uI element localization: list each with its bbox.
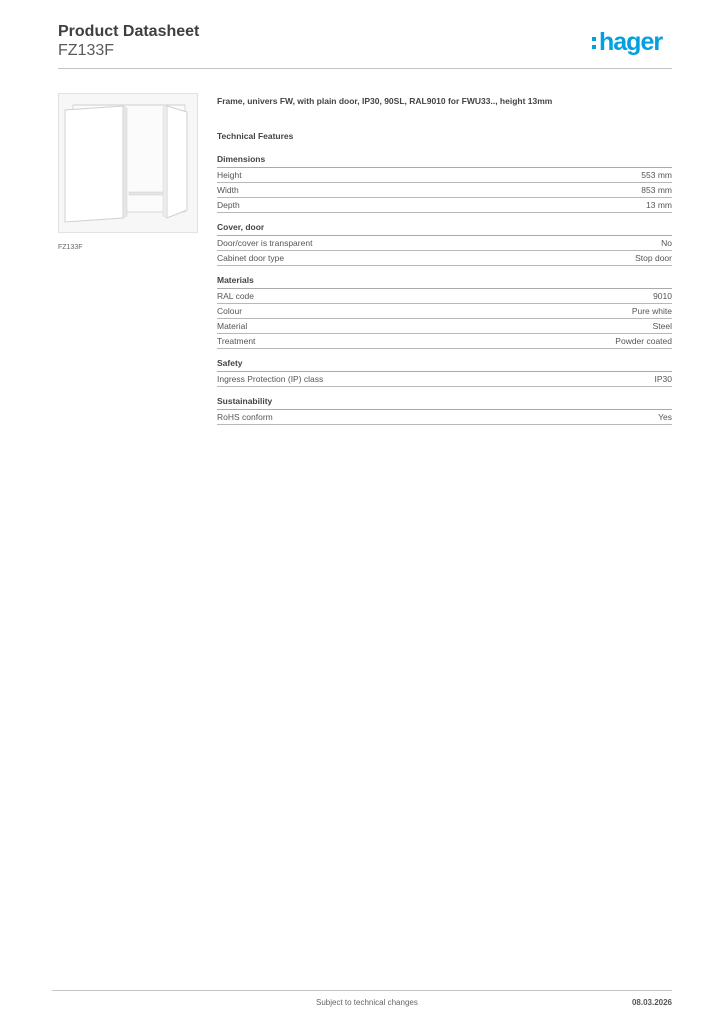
- spec-row: [217, 168, 672, 183]
- spec-row: [217, 183, 672, 198]
- spec-label: Height: [217, 170, 242, 180]
- spec-value: Steel: [652, 321, 672, 331]
- group-title: Materials: [217, 274, 672, 289]
- product-description: Frame, univers FW, with plain door, IP30, 90SL, RAL9010 for FWU33.., height 13mm: [217, 96, 553, 106]
- spec-label: Door/cover is transparent: [217, 238, 313, 248]
- spec-value: 853 mm: [641, 185, 672, 195]
- spec-label: Treatment: [217, 336, 256, 346]
- spec-row: [217, 251, 672, 266]
- spec-label: Width: [217, 185, 239, 195]
- spec-value: Pure white: [631, 306, 672, 316]
- group-title: Cover, door: [217, 221, 672, 236]
- spec-label: Ingress Protection (IP) class: [217, 374, 324, 384]
- product-code: FZ133F: [58, 42, 115, 59]
- group-title: Sustainability: [217, 395, 672, 410]
- spec-row: [217, 236, 672, 251]
- spec-row: [217, 289, 672, 304]
- spec-label: RAL code: [217, 291, 255, 301]
- spec-row: [217, 304, 672, 319]
- spec-row: [217, 319, 672, 334]
- spec-value: Stop door: [635, 253, 672, 263]
- spec-value: Yes: [658, 412, 672, 422]
- footer-note: Subject to technical changes: [316, 998, 418, 1007]
- spec-value: 9010: [653, 291, 672, 301]
- feature-groups: [217, 153, 672, 425]
- cabinet-frame-illustration: [59, 94, 197, 232]
- feature-group: [217, 274, 672, 349]
- spec-value: 553 mm: [641, 170, 672, 180]
- image-caption: FZ133F: [58, 244, 83, 251]
- spec-label: RoHS conform: [217, 412, 273, 422]
- footer-divider: [52, 990, 672, 991]
- spec-value: IP30: [654, 374, 672, 384]
- spec-row: [217, 372, 672, 387]
- page-header: [58, 22, 199, 60]
- footer-date: 08.03.2026: [631, 998, 672, 1007]
- header-divider: [58, 68, 672, 69]
- feature-group: [217, 153, 672, 213]
- feature-group: [217, 357, 672, 387]
- datasheet-content: [217, 95, 672, 433]
- feature-group: [217, 395, 672, 425]
- logo-dots-icon: [592, 37, 597, 53]
- group-title: Dimensions: [217, 153, 672, 168]
- spec-row: [217, 334, 672, 349]
- spec-label: Cabinet door type: [217, 253, 285, 263]
- technical-features-title: Technical Features: [217, 131, 294, 141]
- spec-value: No: [661, 238, 672, 248]
- document-title: Product Datasheet: [58, 23, 200, 40]
- spec-value: Powder coated: [615, 336, 672, 346]
- logo-text: hager: [599, 28, 663, 56]
- spec-value: 13 mm: [646, 200, 672, 210]
- feature-group: [217, 221, 672, 266]
- spec-row: [217, 198, 672, 213]
- spec-label: Depth: [217, 200, 240, 210]
- product-image: [58, 93, 198, 233]
- group-title: Safety: [217, 357, 672, 372]
- spec-label: Material: [217, 321, 248, 331]
- spec-label: Colour: [217, 306, 243, 316]
- spec-row: [217, 410, 672, 425]
